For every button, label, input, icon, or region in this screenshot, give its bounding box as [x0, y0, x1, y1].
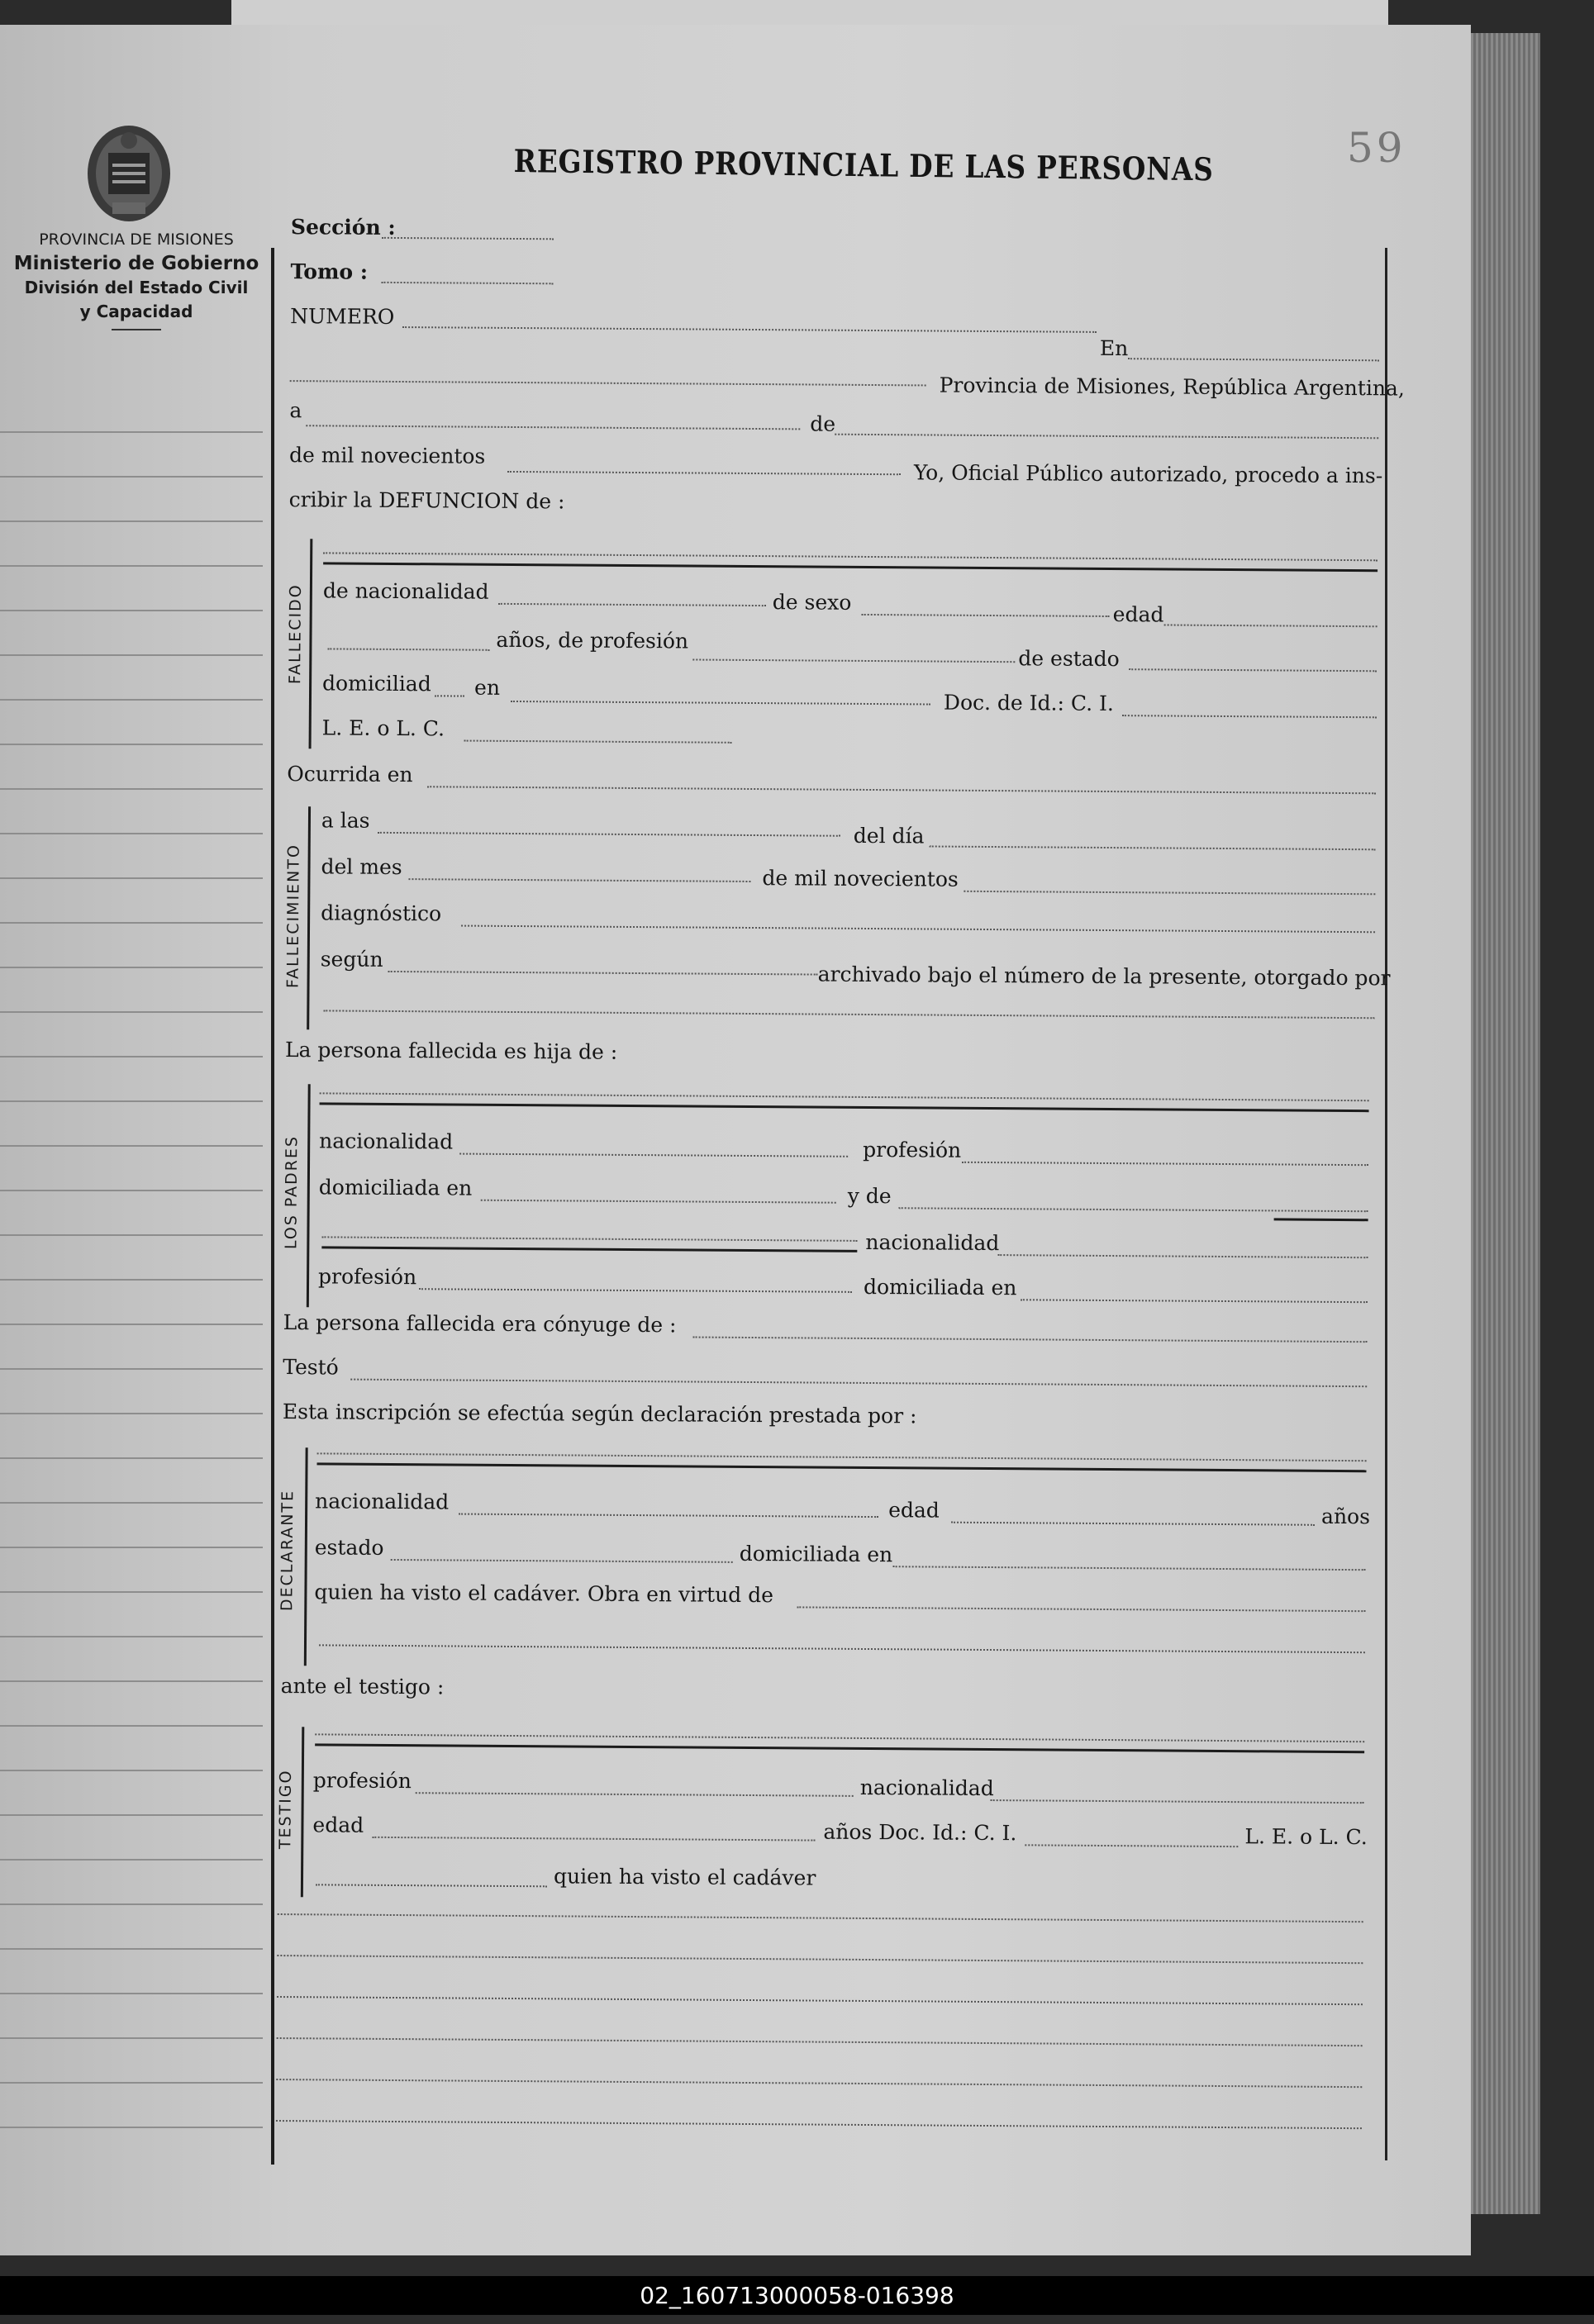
y-de-label: y de: [847, 1183, 892, 1209]
sexo-field[interactable]: [862, 614, 1110, 617]
testigo-cadaver-text: quien ha visto el cadáver: [553, 1864, 816, 1890]
edad-field[interactable]: [1164, 624, 1378, 627]
a-las-label: a las: [321, 808, 370, 833]
le-lc-field[interactable]: [464, 740, 732, 744]
declarante-name-rule: [317, 1462, 1367, 1472]
sexo-label: de sexo: [772, 590, 852, 615]
le-lc-label: L. E. o L. C.: [321, 715, 445, 741]
testigo-edad-field[interactable]: [372, 1837, 815, 1842]
hora-field[interactable]: [378, 832, 840, 837]
testigo-section-label: TESTIGO: [276, 1769, 295, 1850]
domiciliad-label: domiciliad: [322, 671, 431, 696]
declarante-nacionalidad-label: nacionalidad: [315, 1489, 450, 1514]
tomo-label: Tomo :: [290, 259, 369, 284]
madre-name-cont-rule: [321, 1246, 857, 1252]
testigo-le-lc-field[interactable]: [316, 1884, 547, 1887]
madre-domiciliada-label: domiciliada en: [863, 1274, 1017, 1300]
a-label: a: [289, 398, 302, 423]
testigo-nacionalidad-label: nacionalidad: [859, 1775, 994, 1801]
seccion-label: Sección :: [290, 215, 396, 240]
notes-line[interactable]: [276, 2120, 1362, 2129]
declarante-cadaver-text: quien ha visto el cadáver. Obra en virtud de: [314, 1580, 774, 1608]
virtud-field[interactable]: [797, 1606, 1365, 1612]
year-field[interactable]: [507, 471, 901, 475]
testigo-edad-label: edad: [312, 1813, 364, 1837]
notes-line[interactable]: [277, 2037, 1363, 2046]
domicilio-en-label: en: [473, 675, 501, 700]
madre-domicilio-field[interactable]: [1021, 1299, 1368, 1303]
declarante-edad-label: edad: [888, 1498, 940, 1523]
cribir-text: cribir la DEFUNCION de :: [288, 487, 565, 514]
diagnostico-label: diagnóstico: [321, 901, 442, 926]
fallecimiento-bracket: [307, 806, 311, 1029]
tomo-field[interactable]: [381, 282, 553, 284]
padre-domiciliada-label: domiciliada en: [318, 1175, 473, 1200]
footer-image-id: 02_160713000058-016398: [640, 2282, 954, 2309]
inscripcion-label: Esta inscripción se efectúa según declaración prestada por :: [282, 1400, 917, 1428]
padre-nacionalidad-field[interactable]: [459, 1153, 848, 1157]
notes-line[interactable]: [276, 2079, 1362, 2088]
madre-nacionalidad-field[interactable]: [997, 1254, 1368, 1258]
declarante-estado-field[interactable]: [391, 1559, 733, 1563]
testigo-le-lc-label: L. E. o L. C.: [1244, 1824, 1368, 1850]
declarante-domicilio-field[interactable]: [893, 1566, 1366, 1571]
office-division: División del Estado Civil: [24, 278, 249, 297]
ante-testigo-label: ante el testigo :: [280, 1674, 445, 1699]
del-dia-label: del día: [853, 823, 925, 848]
notes-line[interactable]: [277, 1955, 1363, 1964]
segun-label: según: [320, 947, 383, 972]
conyuge-field[interactable]: [693, 1337, 1368, 1343]
declarante-edad-field[interactable]: [951, 1522, 1315, 1526]
nacionalidad-label: de nacionalidad: [322, 578, 489, 604]
testigo-name-rule: [315, 1743, 1364, 1753]
del-mes-label: del mes: [321, 854, 402, 880]
padre-name-rule: [320, 1102, 1369, 1112]
en-field[interactable]: [1128, 358, 1379, 361]
page-number: 59: [1347, 124, 1406, 172]
anio-field[interactable]: [964, 891, 1375, 895]
nacionalidad-field[interactable]: [498, 603, 766, 606]
diagnostico-field[interactable]: [461, 925, 1375, 934]
testigo-doc-label: años Doc. Id.: C. I.: [823, 1819, 1017, 1846]
madre-profesion-label: profesión: [317, 1264, 417, 1290]
mes-field[interactable]: [408, 878, 750, 882]
estado-label: de estado: [1018, 646, 1120, 672]
ocurrida-field[interactable]: [427, 786, 1376, 794]
padre-name-field[interactable]: [320, 1092, 1369, 1101]
declarante-estado-label: estado: [314, 1535, 384, 1560]
date-month-field[interactable]: [835, 434, 1378, 440]
profesion-field[interactable]: [692, 658, 1015, 663]
place-field[interactable]: [290, 380, 926, 386]
madre-name-rule: [1274, 1218, 1368, 1221]
hija-de-label: La persona fallecida es hija de :: [284, 1038, 618, 1064]
declarante-nacionalidad-field[interactable]: [459, 1514, 878, 1518]
otorgado-field[interactable]: [323, 1010, 1374, 1019]
testo-field[interactable]: [350, 1379, 1367, 1388]
conyuge-label: La persona fallecida era cónyuge de :: [283, 1310, 677, 1338]
numero-label: NUMERO: [290, 304, 395, 329]
padres-bracket: [307, 1084, 311, 1307]
anios-profesion-label: años, de profesión: [496, 627, 689, 653]
office-capacity: y Capacidad: [79, 302, 193, 321]
declarante-domiciliada-label: domiciliada en: [739, 1541, 893, 1567]
padres-section-label: LOS PADRES: [282, 1134, 302, 1250]
domicilio-field[interactable]: [511, 701, 930, 706]
declarante-name-field[interactable]: [317, 1452, 1367, 1461]
declarante-bracket: [304, 1447, 308, 1666]
padre-domicilio-field[interactable]: [481, 1200, 836, 1204]
page-title: REGISTRO PROVINCIAL DE LAS PERSONAS: [513, 142, 1214, 188]
office-ministry: Ministerio de Gobierno: [13, 253, 259, 274]
fallecido-name-rule: [323, 562, 1378, 572]
testigo-bracket: [301, 1727, 304, 1897]
madre-name-cont-field[interactable]: [321, 1236, 857, 1242]
fallecimiento-section-label: FALLECIMIENTO: [283, 844, 303, 989]
doc-field[interactable]: [1122, 715, 1377, 718]
doc-label: Doc. de Id.: C. I.: [943, 690, 1114, 716]
domiciliad-suffix-field[interactable]: [435, 695, 464, 696]
declarante-section-label: DECLARANTE: [278, 1489, 297, 1612]
notes-line[interactable]: [277, 1996, 1363, 2005]
archivado-text: archivado bajo el número de la presente, otorgado por: [817, 962, 1391, 991]
provincia-text: Provincia de Misiones, República Argentina,: [939, 373, 1405, 401]
virtud-cont-field[interactable]: [319, 1644, 1365, 1653]
edad-label: edad: [1112, 602, 1164, 627]
padre-nacionalidad-label: nacionalidad: [319, 1129, 454, 1154]
padre-profesion-field[interactable]: [962, 1162, 1368, 1166]
madre-name-field[interactable]: [899, 1207, 1368, 1212]
testigo-doc-field[interactable]: [1025, 1844, 1238, 1847]
de-mil-label: de mil novecientos: [288, 443, 486, 468]
de-label: de: [810, 411, 836, 436]
fallecido-section-label: FALLECIDO: [286, 583, 305, 685]
fallecido-bracket: [309, 539, 313, 749]
notes-line[interactable]: [278, 1913, 1363, 1922]
en-label: En: [1099, 335, 1129, 361]
madre-nacionalidad-label: nacionalidad: [865, 1229, 1000, 1256]
declarante-anios-label: años: [1321, 1504, 1371, 1529]
date-day-field[interactable]: [306, 425, 800, 430]
seccion-field[interactable]: [382, 237, 554, 240]
fallecido-name-field[interactable]: [323, 552, 1378, 561]
ocurrida-label: Ocurrida en: [287, 762, 413, 787]
testo-label: Testó: [283, 1355, 339, 1380]
testigo-nacionalidad-field[interactable]: [991, 1799, 1364, 1804]
testigo-profesion-field[interactable]: [416, 1792, 854, 1797]
office-province: PROVINCIA DE MISIONES: [39, 230, 234, 249]
estado-field[interactable]: [1129, 668, 1377, 672]
numero-field[interactable]: [402, 326, 1097, 333]
madre-profesion-field[interactable]: [419, 1288, 852, 1293]
segun-field[interactable]: [388, 971, 818, 976]
mil-label: de mil novecientos: [762, 866, 959, 891]
padre-profesion-label: profesión: [863, 1137, 962, 1162]
anios-field[interactable]: [327, 648, 489, 650]
oficial-text: Yo, Oficial Público autorizado, procedo a ins-: [913, 460, 1383, 488]
testigo-name-field[interactable]: [315, 1733, 1364, 1742]
dia-field[interactable]: [930, 845, 1376, 850]
testigo-profesion-label: profesión: [312, 1768, 412, 1794]
